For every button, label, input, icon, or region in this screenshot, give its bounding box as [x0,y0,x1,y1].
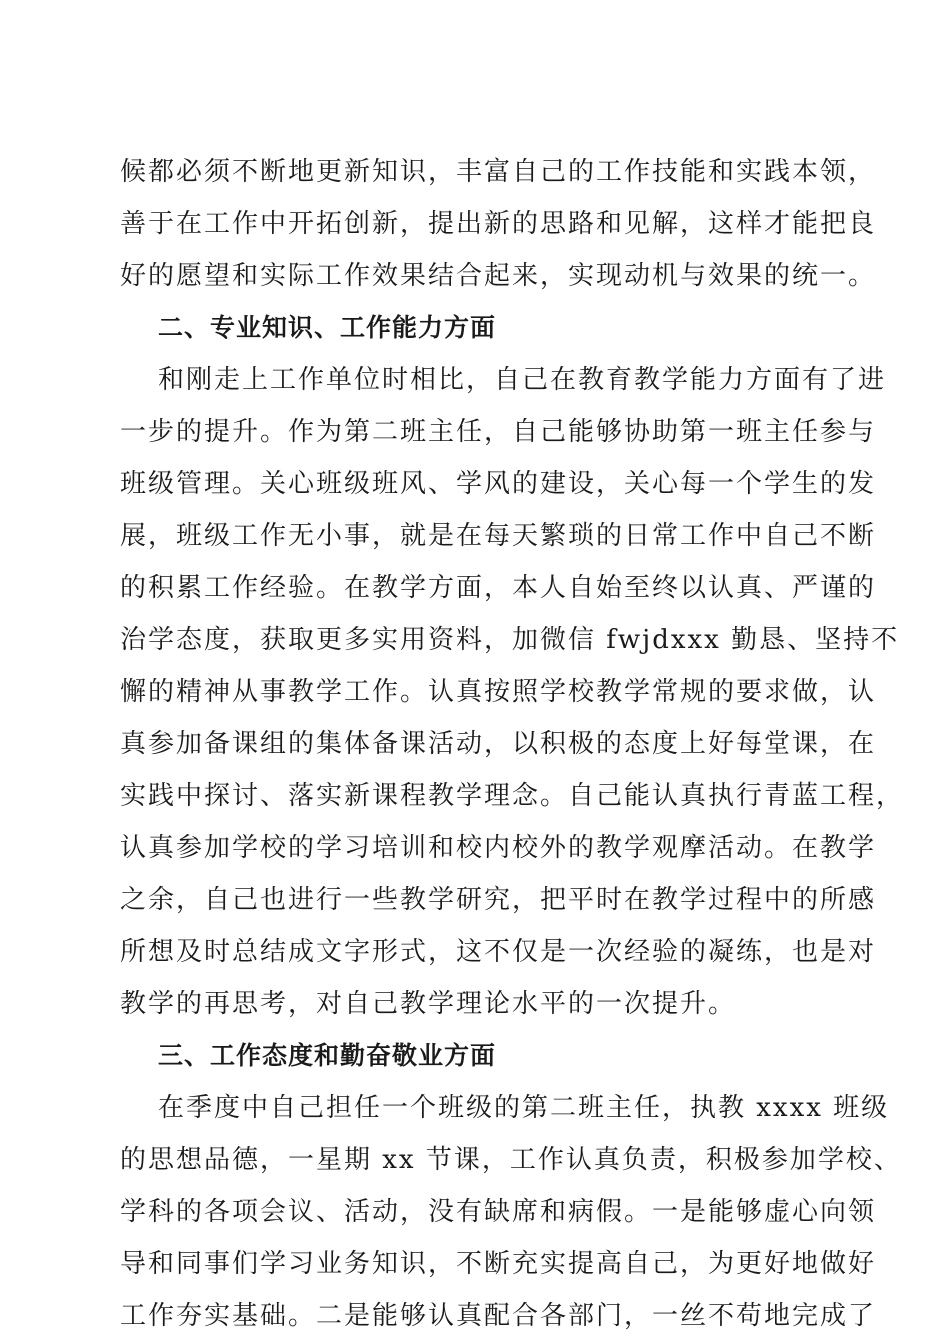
paragraph-3 [120,1082,902,1342]
section-heading-2: 二、专业知识、工作能力方面 [158,313,497,342]
text-line: 所想及时总结成文字形式，这不仅是一次经验的凝练，也是对 [120,937,877,967]
text-line: 在季度中自己担任一个班级的第二班主任，执教 xxxx 班级 [158,1093,890,1123]
text-line: 和刚走上工作单位时相比，自己在教育教学能力方面有了进 [158,365,887,395]
text-line: 好的愿望和实际工作效果结合起来，实现动机与效果的统一。 [120,261,877,291]
text-line: 学科的各项会议、活动，没有缺席和病假。一是能够虚心向领 [120,1197,877,1227]
text-line: 的积累工作经验。在教学方面，本人自始至终以认真、严谨的 [120,573,877,603]
paragraph-1 [120,146,877,302]
text-line: 认真参加学校的学习培训和校内校外的教学观摩活动。在教学 [120,833,877,863]
text-line: 教学的再思考，对自己教学理论水平的一次提升。 [120,989,737,1019]
text-line: 懈的精神从事教学工作。认真按照学校教学常规的要求做，认 [120,677,877,707]
text-line: 导和同事们学习业务知识，不断充实提高自己，为更好地做好 [120,1249,877,1279]
text-line: 的思想品德，一星期 xx 节课，工作认真负责，积极参加学校、 [120,1145,902,1175]
paragraph-2 [120,354,905,1030]
text-line: 善于在工作中开拓创新，提出新的思路和见解，这样才能把良 [120,209,877,239]
text-line: 真参加备课组的集体备课活动，以积极的态度上好每堂课，在 [120,729,877,759]
text-line: 候都必须不断地更新知识，丰富自己的工作技能和实践本领， [120,157,877,187]
text-line: 班级管理。关心班级班风、学风的建设，关心每一个学生的发 [120,469,877,499]
text-line: 治学态度，获取更多实用资料，加微信 fwjdxxx 勤恳、坚持不 [120,625,900,655]
section-heading-3: 三、工作态度和勤奋敬业方面 [158,1041,497,1070]
text-line: 之余，自己也进行一些教学研究，把平时在教学过程中的所感 [120,885,877,915]
text-line: 展，班级工作无小事，就是在每天繁琐的日常工作中自己不断 [120,521,877,551]
text-line: 工作夯实基础。二是能够认真配合各部门，一丝不苟地完成了 [120,1301,877,1331]
text-line: 实践中探讨、落实新课程教学理念。自己能认真执行青蓝工程， [120,781,905,811]
text-line: 一步的提升。作为第二班主任，自己能够协助第一班主任参与 [120,417,877,447]
document-body [120,146,905,1342]
